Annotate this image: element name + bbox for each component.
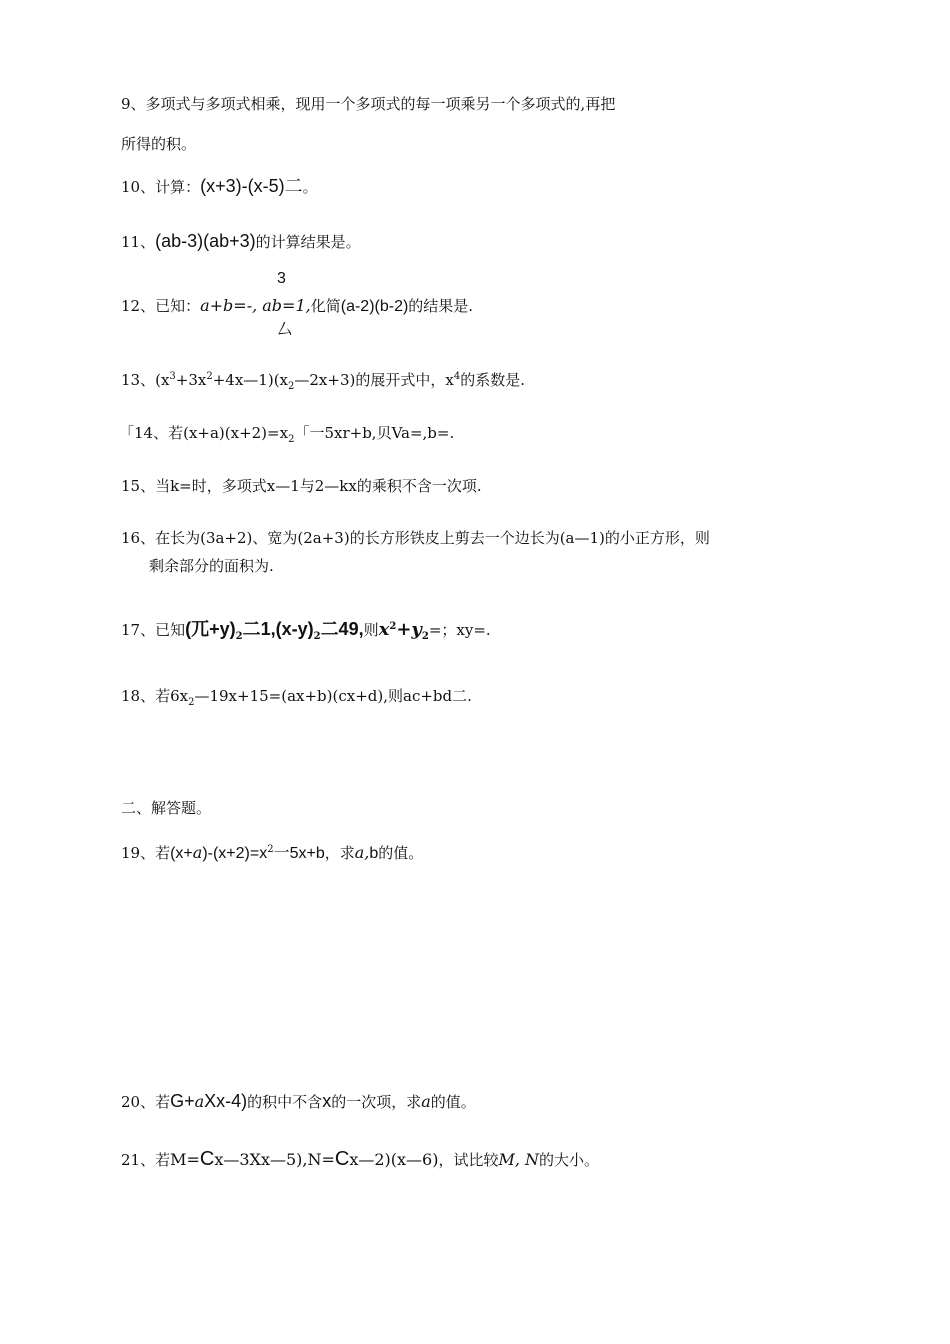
question-13 [121,370,525,390]
q17-part: 二1,(x-y) [242,619,314,639]
question-10 [121,176,318,197]
q19-var-a: a [192,843,203,862]
question-19 [121,843,423,864]
q19-vars: a, [354,843,370,862]
q12-prefix: 12、已知： [121,297,201,315]
q19-part: (x+ [170,845,193,862]
q12-expression: (a-2)(b-2) [340,298,409,315]
q13-prefix: 13、 [121,371,156,389]
question-11 [121,231,361,252]
q13-suffix: 的系数是. [460,371,525,389]
q21-part: x—2)(x—6) [349,1150,439,1169]
q17-exponent: 2 [389,621,397,632]
q14-subscript: 2 [288,434,295,445]
question-18 [121,686,472,706]
q21-part: M= [170,1150,200,1169]
q13-part: (x [155,371,170,389]
q19-prefix: 19、若 [121,844,171,862]
q12-fraction-numerator: 3 [277,270,286,287]
question-12 [121,296,473,317]
q19-suffix: 的值。 [378,844,424,862]
q13-exponent: 3 [169,371,176,382]
q17-part: 二49, [320,619,364,639]
q19-var-b: b [369,845,379,862]
section-heading-answer-questions: 二、解答题。 [121,799,212,817]
question-16-line2: 剩余部分的面积为. [149,557,274,575]
q17-subscript: 2 [313,631,321,642]
q17-suffix: =；xy=. [428,621,491,639]
q20-text: 的一次项，求 [331,1093,422,1111]
q21-prefix: 21、若 [121,1151,171,1169]
q12-fraction-denominator: 厶 [277,320,293,338]
q17-part: +y [396,619,422,640]
q11-prefix: 11、 [121,233,156,251]
question-17 [121,619,491,640]
q20-var-x: x [322,1091,332,1111]
q20-part: Xx-4) [204,1091,248,1111]
q10-prefix: 10、计算： [121,178,201,196]
q12-condition: a+b=-, ab=1, [200,296,311,315]
question-21 [121,1149,599,1170]
q13-exponent: 2 [206,371,213,382]
q20-part: G+ [170,1091,195,1111]
q10-suffix: 。 [302,178,318,196]
q13-exponent: 4 [453,371,461,382]
q17-subscript: 2 [235,631,243,642]
q12-simplify-label: 化简 [310,297,341,315]
q21-compare-label: ，试比较 [438,1151,499,1169]
q20-prefix: 20、若 [121,1093,171,1111]
q13-subscript: 2 [288,381,295,392]
q21-vars: M, N [498,1150,540,1169]
q20-var-a: a [421,1092,431,1111]
q14-part: 「14、若(x+a)(x+2)=x [119,424,289,442]
q17-subscript: 2 [421,631,429,642]
question-16-line1: 16、在长为(3a+2)、宽为(2a+3)的长方形铁皮上剪去一个边长为(a—1)的小正方形，则 [121,529,710,547]
question-20 [121,1091,476,1112]
question-9-line2: 所得的积。 [121,135,197,153]
q21-suffix: 的大小。 [539,1151,600,1169]
q21-part: C [199,1148,215,1170]
q19-part: )-(x+2)=x [202,845,268,862]
q17-prefix: 17、已知 [121,621,186,639]
q18-part: —19x+15=(ax+b)(cx+d),则ac+bd二. [194,687,472,705]
q17-part: (兀+y) [185,619,236,639]
q13-part: +4x—1)(x [212,371,289,389]
q10-expression: (x+3)-(x-5)二 [200,176,303,196]
q19-find-label: ，求 [324,844,355,862]
q20-suffix: 的值。 [430,1093,476,1111]
q11-suffix: 的计算结果是。 [255,233,361,251]
q17-then: 则 [363,621,379,639]
q18-subscript: 2 [188,697,195,708]
q13-part: +3x [175,371,207,389]
q19-exponent: 2 [267,844,274,855]
q17-part: x [378,619,390,640]
q12-suffix: 的结果是. [408,297,474,315]
q21-part: C [334,1148,350,1170]
q11-expression: (ab-3)(ab+3) [155,231,256,251]
q19-part: 一5x+b [273,845,325,862]
q20-text: 的积中不含 [247,1093,323,1111]
q14-part: 「一5xr+b,贝Va=,b=. [294,424,455,442]
question-15: 15、当k=时，多项式x—1与2—kx的乘积不含一次项. [121,477,482,495]
q21-part: x—3Xx—5),N= [214,1150,335,1169]
question-9-line1: 9、多项式与多项式相乘，现用一个多项式的每一项乘另一个多项式的,再把 [121,95,616,113]
q13-part: —2x+3)的展开式中，x [294,371,454,389]
q20-var-a: a [194,1092,205,1111]
q18-part: 18、若6x [121,687,189,705]
question-14 [119,423,454,443]
